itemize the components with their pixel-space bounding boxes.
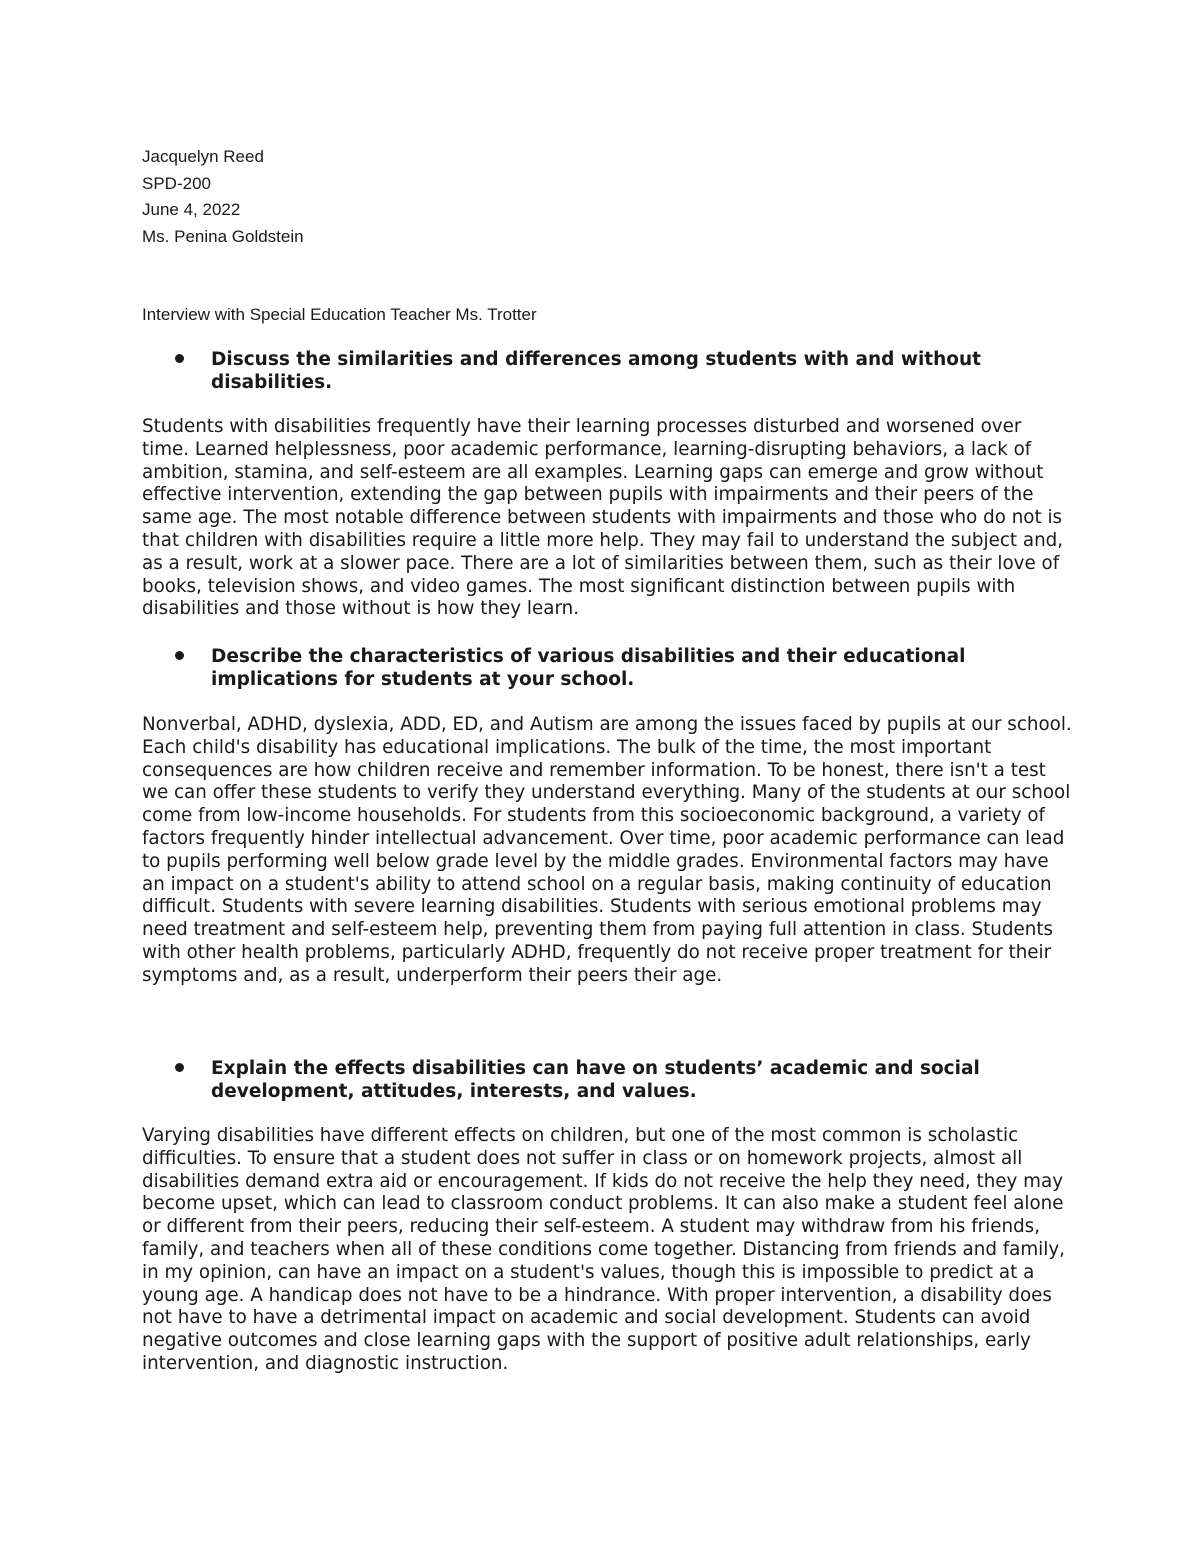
answer-paragraph: Nonverbal, ADHD, dyslexia, ADD, ED, and Autism are among the issues faced by pupils at our school. Each child's disability has educational implications. The bulk of the time, the most important consequences are how children receive and remember information. To be honest, there isn't a test we can offer these students to verify they understand everything. Many of the students at our school come from low-income households. For students from this socioeconomic background, a variety of factors frequently hinder intellectual advancement. Over time, poor academic performance can lead to pupils performing well below grade level by the middle grades. Environmental factors may have an impact on a student's ability to attend school on a regular basis, making continuity of education difficult. Students with severe learning disabilities. Students with serious emotional problems may need treatment and self-esteem help, preventing them from paying full attention in class. Students with other health problems, particularly ADHD, frequently do not receive proper treatment for their symptoms and, as a result, underperform their peers their age. <box>142 714 1072 986</box>
question-text: Discuss the similarities and differences among students with and without disabilities. <box>211 349 982 393</box>
document-header <box>142 144 304 250</box>
document-title: Interview with Special Education Teacher Ms. Trotter <box>142 305 537 324</box>
answer-paragraph: Students with disabilities frequently have their learning processes disturbed and worsened over time. Learned helplessness, poor academic performance, learning-disrupting behaviors, a lack of ambition, stamina, and self-esteem are all examples. Learning gaps can emerge and grow without effective intervention, extending the gap between pupils with impairments and their peers of the same age. The most notable difference between students with impairments and those who do not is that children with disabilities require a little more help. They may fail to understand the subject and, as a result, work at a slower pace. There are a lot of similarities between them, such as their love of books, television shows, and video games. The most significant distinction between pupils with disabilities and those without is how they learn. <box>142 416 1064 620</box>
answer-paragraph: Varying disabilities have different effects on children, but one of the most common is scholastic difficulties. To ensure that a student does not suffer in class or on homework projects, almost all disabilities demand extra aid or encouragement. If kids do not receive the help they need, they may become upset, which can lead to classroom conduct problems. It can also make a student feel alone or different from their peers, reducing their self-esteem. A student may withdraw from his friends, family, and teachers when all of these conditions come together. Distancing from friends and family, in my opinion, can have an impact on a student's values, though this is impossible to predict at a young age. A handicap does not have to be a hindrance. With proper intervention, a disability does not have to have a detrimental impact on academic and social development. Students can avoid negative outcomes and close learning gaps with the support of positive adult relationships, early intervention, and diagnostic instruction. <box>142 1125 1065 1374</box>
question-text: Describe the characteristics of various disabilities and their educational implications for students at your school. <box>211 646 966 690</box>
question-bullet <box>211 348 1091 394</box>
author-name: Jacquelyn Reed <box>142 147 264 166</box>
question-bullet <box>211 1057 1091 1103</box>
document-date: June 4, 2022 <box>142 200 241 219</box>
bullet-dot-icon <box>175 651 184 660</box>
bullet-dot-icon <box>175 1063 184 1072</box>
bullet-dot-icon <box>175 354 184 363</box>
question-bullet <box>211 645 1091 691</box>
instructor-name: Ms. Penina Goldstein <box>142 226 304 246</box>
course-code: SPD-200 <box>142 173 211 193</box>
question-text: Explain the effects disabilities can have on students’ academic and social development, attitudes, interests, and values. <box>211 1058 980 1102</box>
